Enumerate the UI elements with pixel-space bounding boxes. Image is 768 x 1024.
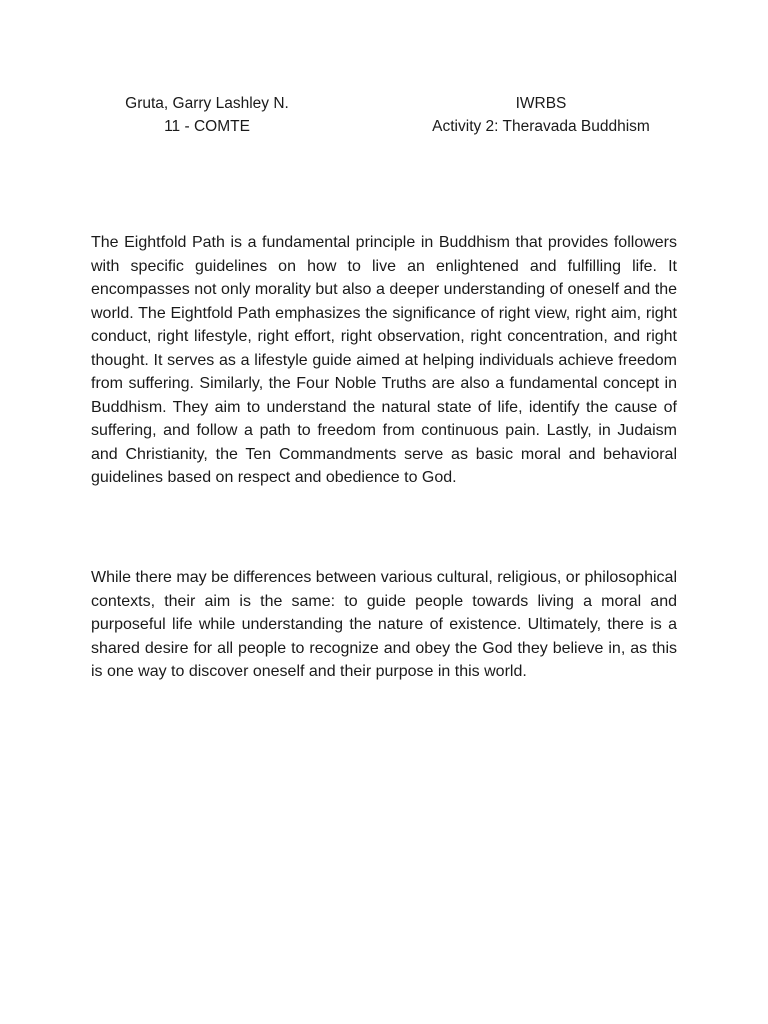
student-section: 11 - COMTE: [164, 118, 250, 135]
assignment-info: [396, 92, 686, 138]
activity-title: Activity 2: Theravada Buddhism: [432, 118, 650, 135]
student-info: [90, 92, 324, 138]
subject-code: IWRBS: [515, 95, 567, 112]
paragraph-conclusion: While there may be differences between various cultural, religious, or philosophical contexts, their aim is the same: to guide people towards living a moral and purposeful life while understanding the nature of existence. Ultimately, there is a shared desire for all people to recognize and obey the God they believe in, as this is one way to discover oneself and their purpose in this world.: [91, 569, 677, 680]
paragraph-eightfold-path: The Eightfold Path is a fundamental principle in Buddhism that provides followers with specific guidelines on how to live an enlightened and fulfilling life. It encompasses not only morality but also a deeper understanding of oneself and the world. The Eightfold Path emphasizes the significance of right view, right aim, right conduct, right lifestyle, right effort, right observation, right concentration, and right thought. It serves as a lifestyle guide aimed at helping individuals achieve freedom from suffering. Similarly, the Four Noble Truths are also a fundamental concept in Buddhism. They aim to understand the natural state of life, identify the cause of suffering, and follow a path to freedom from continuous pain. Lastly, in Judaism and Christianity, the Ten Commandments serve as basic moral and behavioral guidelines based on respect and obedience to God.: [91, 234, 677, 486]
student-name: Gruta, Garry Lashley N.: [125, 95, 289, 112]
